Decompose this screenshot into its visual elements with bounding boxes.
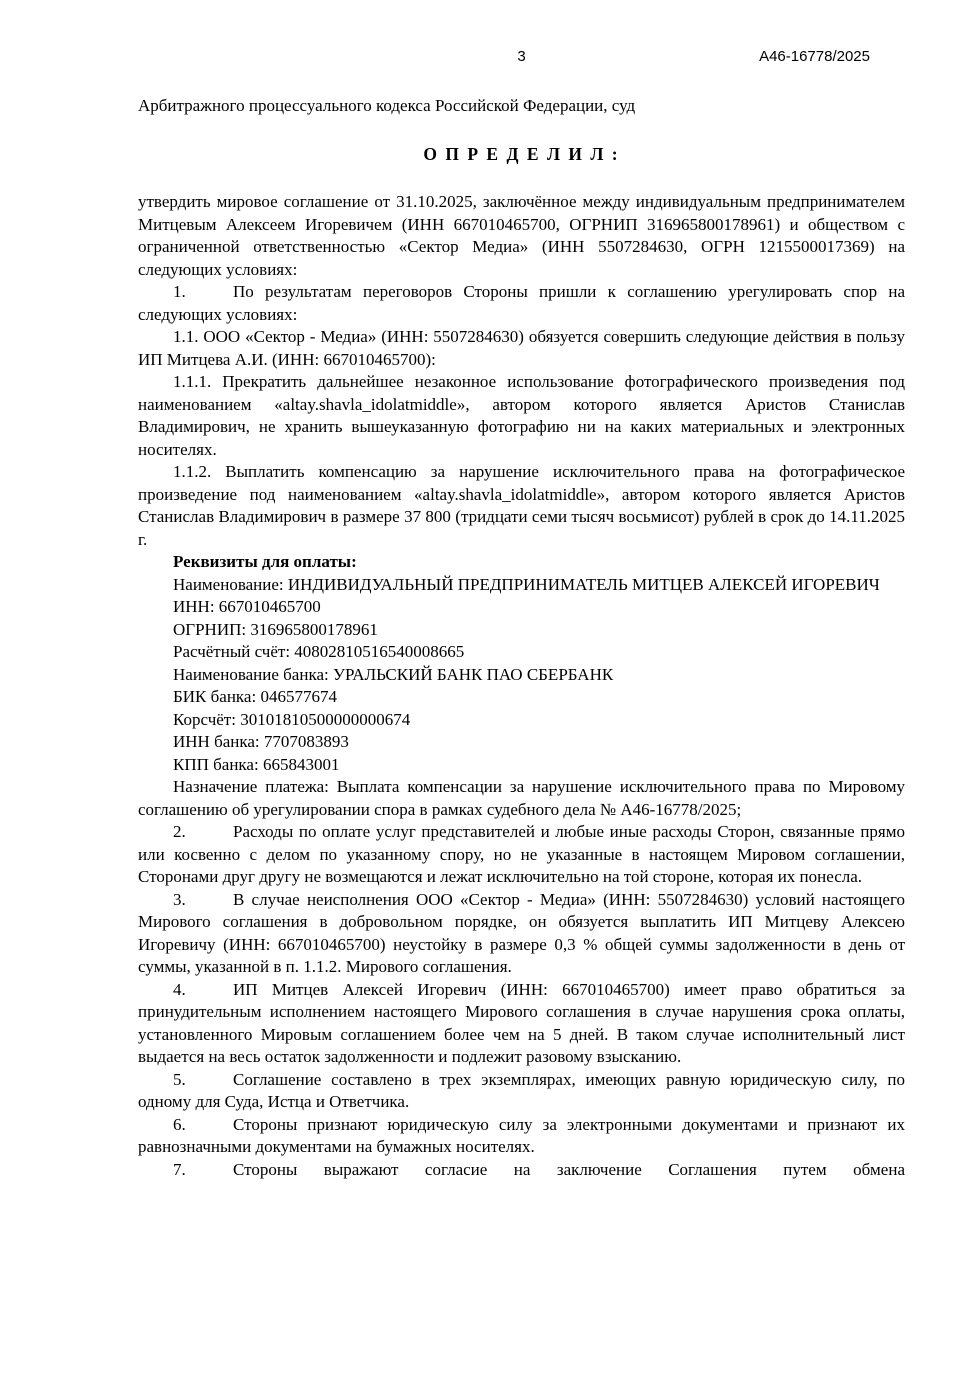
page-header — [138, 48, 905, 66]
item-6-number: 6. — [173, 1114, 186, 1134]
item-6-paragraph — [138, 1114, 905, 1159]
item-3-number: 3. — [173, 889, 186, 909]
requisite-line-bank-kpp: КПП банка: 665843001 — [173, 754, 340, 774]
requisite-line-inn: ИНН: 667010465700 — [173, 597, 321, 616]
clause-1-1-2-paragraph: 1.1.2. Выплатить компенсацию за нарушение исключительного права на фотографическое произведение под наименованием «altay.shavla_idolatmiddle», автором которого является Аристов Станислав Владимирович в размере 37 800 (тридцати семи тысяч восьмисот) рублей в срок до 14.11.2025 г. — [138, 462, 905, 549]
case-number: А46-16778/2025 — [759, 48, 870, 65]
requisite-line-account: Расчётный счёт: 40802810516540008665 — [173, 642, 465, 661]
item-3-paragraph — [138, 889, 905, 979]
intro-line: Арбитражного процессуального кодекса Российской Федерации, суд — [138, 96, 636, 115]
requisite-line-corr-account: Корсчёт: 30101810500000000674 — [173, 709, 411, 729]
item-3-text: В случае неисполнения ООО «Сектор - Медиа» (ИНН: 5507284630) условий настоящего Мирового соглашения в добровольном порядке, он обязуется выплатить ИП Митцеву Алексею Игоревичу (ИНН: 667010465700) неустойку в размере 0,3 % общей суммы задолженности в день от суммы, указанной в п. 1.1.2. Мирового соглашения. — [138, 889, 905, 976]
item-4-text: ИП Митцев Алексей Игоревич (ИНН: 667010465700) имеет право обратиться за принудительным исполнением настоящего Мирового соглашения в случае нарушения срока оплаты, установленного Мировым соглашением более чем на 5 дней. В таком случае исполнительный лист выдается на весь остаток задолженности и подлежит разовому взысканию. — [138, 979, 905, 1066]
item-2-number: 2. — [173, 822, 186, 841]
item-7-number: 7. — [173, 1159, 186, 1179]
item-7-text: Стороны выражают согласие на заключение Соглашения путем обмена — [233, 1159, 905, 1179]
item-1-text: По результатам переговоров Стороны пришли к соглашению урегулировать спор на следующих условиях: — [138, 282, 905, 324]
item-1-number: 1. — [173, 282, 186, 301]
ruling-heading: О П Р Е Д Е Л И Л : — [423, 143, 620, 164]
item-4-paragraph — [138, 979, 905, 1069]
item-5-text: Соглашение составлено в трех экземплярах, имеющих равную юридическую силу, по одному для Суда, Истца и Ответчика. — [138, 1069, 905, 1111]
item-7-paragraph — [138, 1159, 905, 1182]
item-5-number: 5. — [173, 1069, 186, 1089]
clause-1-1-1-paragraph: 1.1.1. Прекратить дальнейшее незаконное использование фотографического произведения под наименованием «altay.shavla_idolatmiddle», автором которого является Аристов Станислав Владимирович, не хранить вышеуказанную фотографию ни на каких материальных и электронных носителях. — [138, 372, 905, 459]
requisite-line-bank-inn: ИНН банка: 7707083893 — [173, 732, 349, 751]
requisites-title: Реквизиты для оплаты: — [173, 552, 357, 571]
requisite-line-ogrnip: ОГРНИП: 316965800178961 — [173, 619, 378, 639]
item-2-paragraph — [138, 821, 905, 889]
item-5-paragraph — [138, 1069, 905, 1114]
payment-purpose-paragraph: Назначение платежа: Выплата компенсации за нарушение исключительного права по Мировому соглашению об урегулировании спора в рамках судебного дела № А46-16778/2025; — [138, 777, 905, 819]
requisite-line-bik: БИК банка: 046577674 — [173, 687, 337, 706]
clause-1-1-paragraph: 1.1. ООО «Сектор - Медиа» (ИНН: 5507284630) обязуется совершить следующие действия в пользу ИП Митцева А.И. (ИНН: 667010465700): — [138, 327, 905, 369]
item-1-paragraph — [138, 281, 905, 326]
item-2-text: Расходы по оплате услуг представителей и любые иные расходы Сторон, связанные прямо или косвенно с делом по указанному спору, но не указанные в настоящем Мировом соглашении, Сторонами друг другу не возмещаются и лежат исключительно на той стороне, которая их понесла. — [138, 822, 905, 886]
item-6-text: Стороны признают юридическую силу за электронными документами и признают их равнозначными документами на бумажных носителях. — [138, 1114, 905, 1156]
requisite-line-bank-name: Наименование банка: УРАЛЬСКИЙ БАНК ПАО СБЕРБАНК — [173, 664, 614, 684]
item-4-number: 4. — [173, 979, 186, 999]
preamble-paragraph: утвердить мировое соглашение от 31.10.2025, заключённое между индивидуальным предпринимателем Митцевым Алексеем Игоревичем (ИНН 667010465700, ОГРНИП 316965800178961) и обществом с ограниченной ответственностью «Сектор Медиа» (ИНН 5507284630, ОГРН 1215500017369) на следующих условиях: — [138, 192, 905, 279]
requisite-line-name: Наименование: ИНДИВИДУАЛЬНЫЙ ПРЕДПРИНИМАТЕЛЬ МИТЦЕВ АЛЕКСЕЙ ИГОРЕВИЧ — [173, 574, 880, 594]
document-body — [138, 191, 905, 1181]
page-number: 3 — [517, 48, 526, 65]
